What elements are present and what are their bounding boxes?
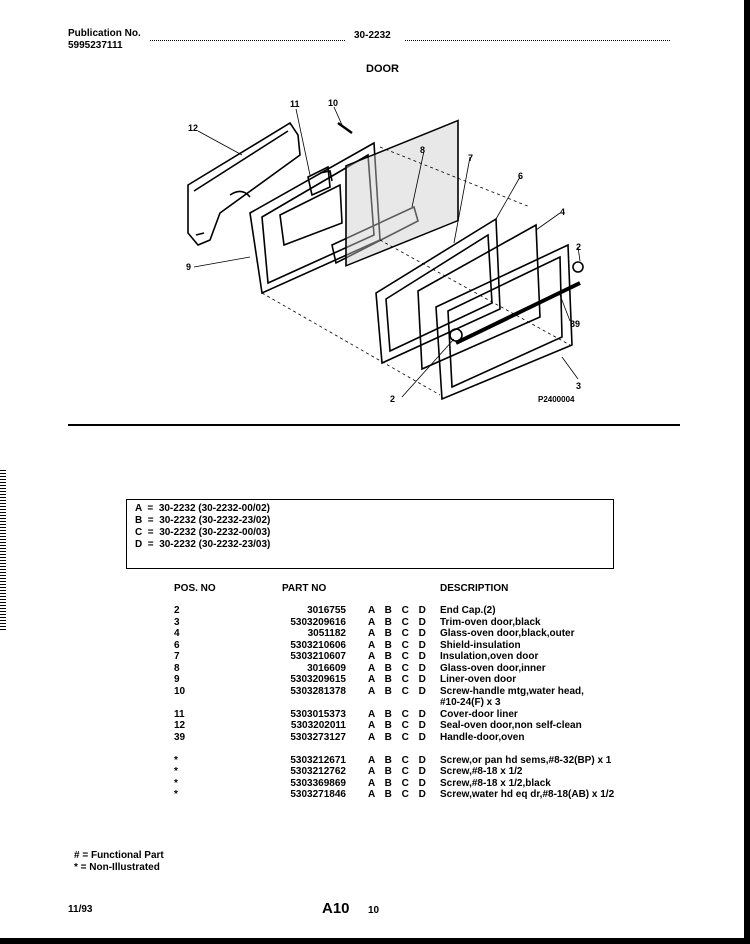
pos-no-cell: * xyxy=(174,766,178,777)
description-cell: Seal-oven door,non self-clean xyxy=(440,720,582,731)
pos-no-cell: 4 xyxy=(174,628,180,639)
pos-no-cell: 3 xyxy=(174,616,180,628)
model-row: A = 30-2232 (30-2232-00/02) xyxy=(135,503,271,514)
part-no-cell: 5303281378 xyxy=(290,685,346,697)
scan-border-right xyxy=(744,0,750,944)
callout-2b: 2 xyxy=(390,394,396,404)
part-no-cell: 5303210606 xyxy=(290,639,346,651)
model-row: C = 30-2232 (30-2232-00/03) xyxy=(135,527,271,538)
footer-date: 11/93 xyxy=(68,904,93,915)
part-no-cell: 5303271846 xyxy=(290,789,346,800)
part-no-cell: 5303212671 xyxy=(290,755,346,766)
part-no-cell xyxy=(252,697,362,709)
model-row: D = 30-2232 (30-2232-23/03) xyxy=(135,539,271,550)
callout-7: 7 xyxy=(468,153,474,163)
description-cell: Shield-insulation xyxy=(440,639,521,651)
callout-10: 10 xyxy=(328,98,339,108)
header-divider-right xyxy=(405,40,670,41)
pos-no-cell: 12 xyxy=(174,720,186,731)
description-cell: Cover-door liner xyxy=(440,708,518,720)
table-row xyxy=(174,720,660,732)
models-cell: A B C D xyxy=(368,789,430,800)
callout-11: 11 xyxy=(290,99,300,109)
part-no-cell: 5303212762 xyxy=(290,766,346,777)
description-cell: Handle-door,oven xyxy=(440,731,525,743)
part-3-trim-oven-door xyxy=(436,245,572,399)
pos-no-cell: 6 xyxy=(174,639,180,651)
part-no-cell: 3051182 xyxy=(307,628,346,639)
pos-no-cell: 10 xyxy=(174,685,186,697)
col-pos-no: POS. NO xyxy=(174,583,216,594)
table-row xyxy=(174,789,660,801)
header-divider-left xyxy=(150,40,345,41)
models-cell: A B C D xyxy=(368,651,430,662)
part-2-end-cap xyxy=(573,262,583,272)
pos-no-cell: 7 xyxy=(174,651,180,662)
description-cell: Screw,#8-18 x 1/2 xyxy=(440,766,523,777)
models-cell: A B C D xyxy=(368,731,430,743)
models-cell: A B C D xyxy=(368,674,430,685)
table-row xyxy=(174,732,660,744)
part-no-cell: 5303202011 xyxy=(290,720,346,731)
part-10-screw xyxy=(338,123,352,133)
table-row xyxy=(174,697,660,709)
table-row xyxy=(174,628,660,640)
col-models xyxy=(362,583,440,605)
models-cell: A B C D xyxy=(368,605,430,616)
description-cell: End Cap.(2) xyxy=(440,605,496,616)
description-cell: Trim-oven door,black xyxy=(440,616,541,628)
models-cell: A B C D xyxy=(368,685,430,697)
models-cell: A B C D xyxy=(368,639,430,651)
table-row xyxy=(174,686,660,698)
col-description: DESCRIPTION xyxy=(440,583,509,594)
models-cell: A B C D xyxy=(368,708,430,720)
pos-no-cell: 11 xyxy=(174,708,185,720)
model-legend-box xyxy=(126,499,614,569)
page-sub-number: 10 xyxy=(368,905,380,916)
description-cell: Glass-oven door,inner xyxy=(440,662,546,674)
page-header xyxy=(0,0,750,80)
table-row xyxy=(174,617,660,629)
part-no-cell: 5303209616 xyxy=(290,616,346,628)
models-cell: A B C D xyxy=(368,766,430,777)
table-row xyxy=(174,709,660,721)
pos-no-cell: 9 xyxy=(174,674,180,685)
table-row xyxy=(174,743,660,766)
callout-3: 3 xyxy=(576,381,582,391)
pos-no-cell xyxy=(174,697,252,709)
part-no-cell: 5303015373 xyxy=(290,708,346,720)
models-cell: A B C D xyxy=(368,616,430,628)
pos-no-cell: 39 xyxy=(174,731,186,743)
description-cell: Insulation,oven door xyxy=(440,651,539,662)
part-no-cell: 5303209615 xyxy=(290,674,346,685)
description-cell: Screw,#8-18 x 1/2,black xyxy=(440,777,551,789)
description-cell: Glass-oven door,black,outer xyxy=(440,628,575,639)
callout-2: 2 xyxy=(576,242,582,252)
description-cell: Screw,or pan hd sems,#8-32(BP) x 1 xyxy=(440,755,612,766)
table-row xyxy=(174,651,660,663)
publication-number: 5995237111 xyxy=(68,40,123,51)
table-row xyxy=(174,766,660,778)
parts-table xyxy=(174,583,660,801)
pos-no-cell: * xyxy=(174,755,178,766)
pos-no-cell: * xyxy=(174,777,178,789)
model-row: B = 30-2232 (30-2232-23/02) xyxy=(135,515,271,526)
pos-no-cell: 2 xyxy=(174,605,180,616)
part-2-end-cap xyxy=(450,329,462,341)
part-no-cell: 3016755 xyxy=(307,605,346,616)
part-no-cell: 3016609 xyxy=(307,662,346,674)
models-cell xyxy=(362,697,440,709)
figure-code: P2400004 xyxy=(538,395,575,404)
description-cell: Liner-oven door xyxy=(440,674,517,685)
description-cell: #10-24(F) x 3 xyxy=(440,697,501,708)
pos-no-cell: 8 xyxy=(174,662,180,674)
callout-9: 9 xyxy=(186,262,192,272)
part-no-cell: 5303369869 xyxy=(290,777,346,789)
part-no-cell: 5303210607 xyxy=(290,651,346,662)
models-cell: A B C D xyxy=(368,662,430,674)
callout-39: 39 xyxy=(570,319,581,329)
callout-4: 4 xyxy=(560,207,566,217)
table-row xyxy=(174,605,660,617)
callout-12: 12 xyxy=(188,123,199,133)
col-part-no: PART NO xyxy=(282,583,327,594)
part-4-glass-oven-door-outer xyxy=(418,225,540,369)
exploded-door-diagram xyxy=(150,95,620,415)
models-cell: A B C D xyxy=(368,755,430,766)
models-cell: A B C D xyxy=(368,628,430,639)
callout-8: 8 xyxy=(420,145,426,155)
scan-edge-marks xyxy=(0,470,6,630)
models-cell: A B C D xyxy=(368,777,430,789)
scan-border-bottom xyxy=(0,938,750,944)
part-7-insulation xyxy=(346,121,458,266)
table-row xyxy=(174,640,660,652)
page-number: A10 xyxy=(322,900,350,917)
part-no-cell: 5303273127 xyxy=(290,731,346,743)
table-row xyxy=(174,674,660,686)
model-number: 30-2232 xyxy=(354,30,391,41)
table-header xyxy=(174,583,660,605)
section-divider xyxy=(68,424,680,426)
publication-label: Publication No. xyxy=(68,28,141,39)
table-row xyxy=(174,663,660,675)
description-cell: Screw-handle mtg,water head, xyxy=(440,685,584,697)
parts-table-body xyxy=(174,605,660,801)
callout-6: 6 xyxy=(518,171,524,181)
pos-no-cell: * xyxy=(174,789,178,800)
description-cell: Screw,water hd eq dr,#8-18(AB) x 1/2 xyxy=(440,789,615,800)
legend-non-illustrated: * = Non-Illustrated xyxy=(74,862,160,873)
models-cell: A B C D xyxy=(368,720,430,731)
legend-functional: # = Functional Part xyxy=(74,850,164,861)
table-row xyxy=(174,778,660,790)
section-title: DOOR xyxy=(366,63,399,75)
